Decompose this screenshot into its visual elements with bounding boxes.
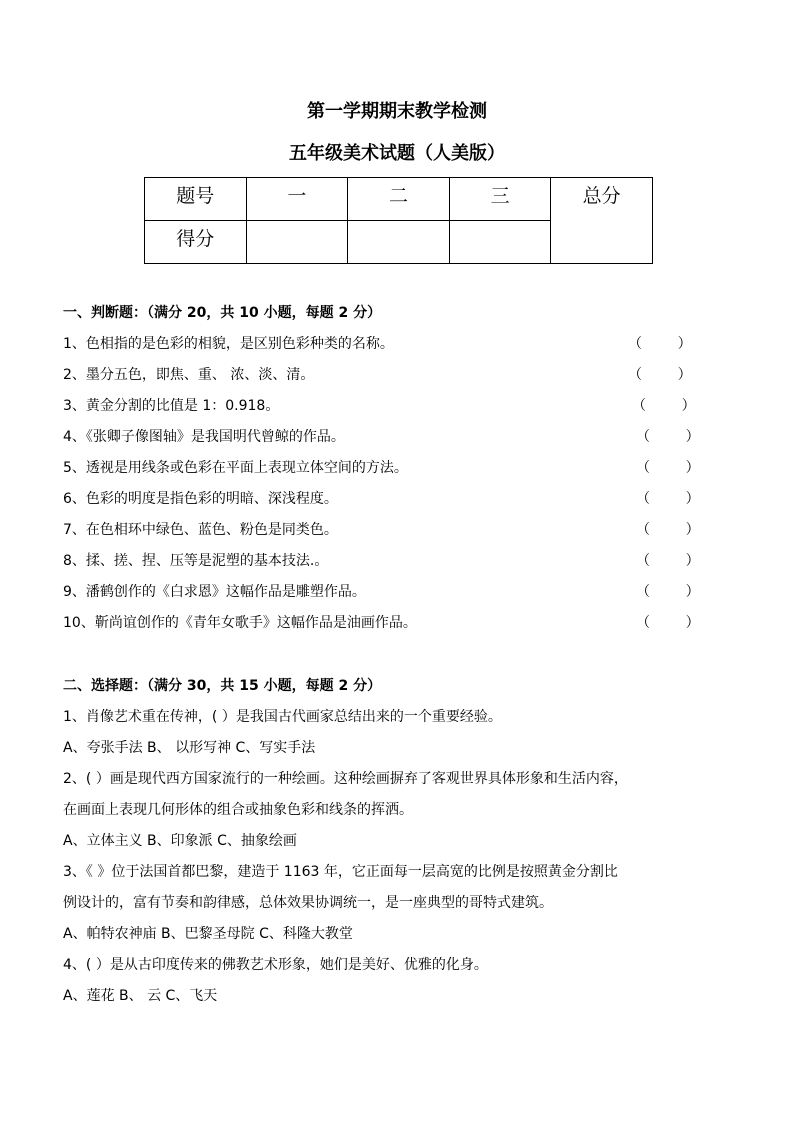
judgment-question: 2、墨分五色，即焦、重、 浓、淡、清。 xyxy=(63,367,315,383)
score-label-cell: 得分 xyxy=(145,221,247,264)
judgment-question: 8、揉、搓、捏、压等是泥塑的基本技法.。 xyxy=(63,553,329,569)
answer-blank[interactable]: （ ） xyxy=(632,398,696,414)
answer-blank[interactable]: （ ） xyxy=(636,584,700,600)
answer-blank[interactable]: （ ） xyxy=(636,491,700,507)
score-blank-cell[interactable] xyxy=(246,221,348,264)
score-header-cell: 二 xyxy=(348,178,450,221)
answer-blank[interactable]: （ ） xyxy=(636,553,700,569)
section2-heading: 二、选择题：（满分 30，共 15 小题，每题 2 分） xyxy=(63,678,382,694)
score-blank-cell[interactable] xyxy=(449,221,551,264)
score-table-header-row xyxy=(145,178,653,221)
choice-question-line: A、莲花 B、 云 C、飞天 xyxy=(63,988,218,1004)
answer-blank[interactable]: （ ） xyxy=(636,429,700,445)
score-table xyxy=(144,177,653,264)
exam-title: 第一学期期末教学检测 xyxy=(307,101,487,122)
choice-question-line: A、立体主义 B、印象派 C、抽象绘画 xyxy=(63,833,297,849)
choice-question-line: 4、( ）是从古印度传来的佛教艺术形象，她们是美好、优雅的化身。 xyxy=(63,957,488,973)
exam-subtitle: 五年级美术试题（人美版） xyxy=(289,143,505,164)
choice-question-line: 3、《 》位于法国首都巴黎，建造于 1163 年，它正面每一层高宽的比例是按照黄金分割比 xyxy=(63,864,618,880)
answer-blank[interactable]: （ ） xyxy=(636,460,700,476)
score-total-cell: 总分 xyxy=(551,178,653,264)
choice-question-line: 在画面上表现几何形体的组合或抽象色彩和线条的挥洒。 xyxy=(63,802,413,818)
answer-blank[interactable]: （ ） xyxy=(628,367,692,383)
choice-question-line: A、帕特农神庙 B、巴黎圣母院 C、科隆大教堂 xyxy=(63,926,353,942)
judgment-question: 3、黄金分割的比值是 1：0.918。 xyxy=(63,398,280,414)
choice-question-line: 例设计的，富有节奏和韵律感，总体效果协调统一，是一座典型的哥特式建筑。 xyxy=(63,895,553,911)
judgment-question: 6、色彩的明度是指色彩的明暗、深浅程度。 xyxy=(63,491,338,507)
answer-blank[interactable]: （ ） xyxy=(636,615,700,631)
score-header-cell: 题号 xyxy=(145,178,247,221)
judgment-question: 1、色相指的是色彩的相貌，是区别色彩种类的名称。 xyxy=(63,336,394,352)
judgment-question: 9、潘鹤创作的《白求恩》这幅作品是雕塑作品。 xyxy=(63,584,366,600)
judgment-question: 7、在色相环中绿色、蓝色、粉色是同类色。 xyxy=(63,522,338,538)
choice-question-line: A、夸张手法 B、 以形写神 C、写实手法 xyxy=(63,740,316,756)
score-header-cell: 一 xyxy=(246,178,348,221)
answer-blank[interactable]: （ ） xyxy=(628,336,692,352)
judgment-question: 10、靳尚谊创作的《青年女歌手》这幅作品是油画作品。 xyxy=(63,615,417,631)
score-blank-cell[interactable] xyxy=(348,221,450,264)
choice-question-line: 2、( ）画是现代西方国家流行的一种绘画。这种绘画摒弃了客观世界具体形象和生活内容， xyxy=(63,771,628,787)
choice-question-line: 1、肖像艺术重在传神，( ）是我国古代画家总结出来的一个重要经验。 xyxy=(63,709,502,725)
score-header-cell: 三 xyxy=(449,178,551,221)
section1-heading: 一、判断题：（满分 20，共 10 小题，每题 2 分） xyxy=(63,305,382,321)
judgment-question: 5、透视是用线条或色彩在平面上表现立体空间的方法。 xyxy=(63,460,408,476)
judgment-question: 4、《张卿子像图轴》是我国明代曾鲸的作品。 xyxy=(63,429,345,445)
answer-blank[interactable]: （ ） xyxy=(636,522,700,538)
